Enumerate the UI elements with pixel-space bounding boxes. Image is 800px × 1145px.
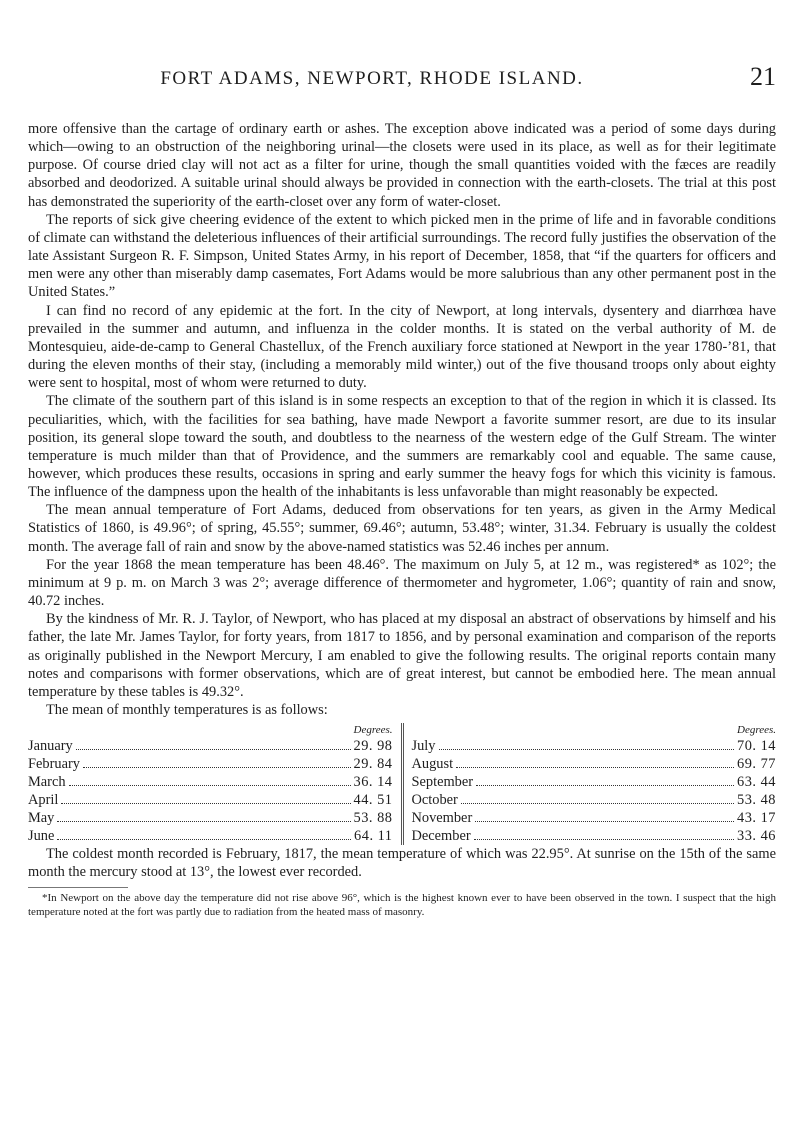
table-row [28, 755, 393, 773]
mean-temperature: 53. 48 [737, 792, 776, 809]
mean-temperature: 70. 14 [737, 738, 776, 755]
mean-temperature: 29. 84 [353, 756, 393, 773]
leader-dots [57, 839, 351, 840]
page-header [28, 62, 776, 106]
table-row [412, 809, 777, 827]
leader-dots [69, 785, 351, 786]
table-row [412, 737, 777, 755]
footnote [28, 892, 776, 920]
mean-temperature: 64. 11 [354, 828, 393, 845]
leader-dots [475, 821, 734, 822]
month-name: April [28, 792, 59, 809]
paragraph: The coldest month recorded is February, 1817, the mean temperature of which was 22.95°. At sunrise on the 15th of the same month the mercury stood at 13°, the lowest ever recorded. [28, 846, 776, 881]
paragraph: By the kindness of Mr. R. J. Taylor, of Newport, who has placed at my disposal an abstract of observations by himself and his father, the late Mr. James Taylor, for forty years, from 1817 to 1856, and by personal examination and comparison of the reports as originally published in the Newport Mercury, I am enabled to give the following results. The original reports contain many notes and comparisons with former observations, which are of great interest, but cannot be embodied here. The mean annual temperature by these tables is 49.32°. [28, 611, 776, 700]
leader-dots [83, 767, 351, 768]
table-row [28, 791, 393, 809]
leader-dots [76, 749, 351, 750]
table-row [28, 773, 393, 791]
monthly-temperature-table [28, 723, 776, 845]
table-row [412, 773, 777, 791]
leader-dots [456, 767, 734, 768]
mean-temperature: 63. 44 [737, 774, 776, 791]
paragraph: more offensive than the cartage of ordinary earth or ashes. The exception above indicated was a period of some days during which—owing to an obstruction of the neighboring urinal—the closets were used in its place, as well as for their legitimate purpose. Of course dried clay will not act as a filter for urine, though the small quantities voided with the fæces are readily absorbed and deodorized. A suitable urinal should always be provided in connection with the earth-closets. The trial at this post has demonstrated the superiority of the earth-closet over any form of water-closet. [28, 121, 776, 210]
mean-temperature: 36. 14 [353, 774, 393, 791]
month-name: July [411, 738, 436, 755]
mean-temperature: 53. 88 [353, 810, 393, 827]
month-name: February [28, 756, 80, 773]
paragraph: The reports of sick give cheering evidence of the extent to which picked men in the prime of life and in favorable conditions of climate can withstand the deleterious influences of their artificial surroundings. The record fully justifies the observation of the late Assistant Surgeon R. F. Simpson, United States Army, in his report of December, 1858, that “if the quarters for officers and men were any other than miserably damp casemates, Fort Adams would be more salubrious than any other permanent post in the United States.” [28, 211, 776, 301]
month-name: September [411, 774, 474, 791]
paragraph: The mean annual temperature of Fort Adams, deduced from observations for ten years, as given in the Army Medical Statistics of 1860, is 49.96°; of spring, 45.55°; summer, 69.46°; autumn, 53.48°; winter, 31.34. February is usually the coldest month. The average fall of rain and snow by the above-named statistics was 52.46 inches per annum. [28, 502, 776, 555]
running-title: FORT ADAMS, NEWPORT, RHODE ISLAND. [160, 68, 584, 89]
mean-temperature: 43. 17 [737, 810, 776, 827]
book-page [28, 0, 776, 920]
leader-dots [476, 785, 734, 786]
table-row [28, 809, 393, 827]
table-column-jul-dec [401, 723, 777, 845]
table-row [28, 737, 393, 755]
leader-dots [57, 821, 350, 822]
footnote-rule [28, 887, 128, 888]
mean-temperature: 33. 46 [737, 828, 776, 845]
footnote-text: *In Newport on the above day the temperature did not rise above 96°, which is the highest known ever to have been observed in the town. I suspect that the high temperature noted at the fort was partly due to radiation from the heated mass of masonry. [28, 892, 776, 919]
month-name: March [28, 774, 66, 791]
month-name: August [411, 756, 454, 773]
leader-dots [461, 803, 734, 804]
mean-temperature: 29. 98 [353, 738, 393, 755]
table-row [412, 827, 777, 845]
month-name: November [411, 810, 473, 827]
month-name: October [411, 792, 458, 809]
column-unit-header: Degrees. [737, 724, 776, 737]
table-row [412, 755, 777, 773]
month-name: June [28, 828, 55, 845]
mean-temperature: 44. 51 [353, 792, 393, 809]
month-name: May [28, 810, 55, 827]
month-name: January [28, 738, 73, 755]
paragraph: The climate of the southern part of this island is in some respects an exception to that of the region in which it is classed. Its peculiarities, which, with the facilities for sea bathing, have made Newport a favorite summer resort, are due to its insular position, its general slope toward the south, and doubtless to the nearness of the western edge of the Gulf Stream. The winter temperature is much milder than that of Providence, and the summers are remarkably cool and equable. The same cause, however, which produces these results, occasions in spring and early summer the heavy fogs for which this vicinity is famous. The influence of the dampness upon the health of the inhabitants is less unfavorable than might reasonably be expected. [28, 393, 776, 501]
leader-dots [61, 803, 350, 804]
paragraph: I can find no record of any epidemic at the fort. In the city of Newport, at long intervals, dysentery and diarrhœa have prevailed in the summer and autumn, and influenza in the colder months. It is stated on the verbal authority of M. de Montesquieu, aide-de-camp to General Chastellux, of the French auxiliary force stationed at Newport in the year 1780-’81, that during the eleven months of their stay, (including a memorably mild winter,) out of the five thousand troops only about eighty were sent to hospital, most of whom were returned to duty. [28, 302, 776, 392]
mean-temperature: 69. 77 [737, 756, 776, 773]
column-unit-header: Degrees. [353, 724, 393, 737]
paragraph: For the year 1868 the mean temperature has been 48.46°. The maximum on July 5, at 12 m., was registered* as 102°; the minimum at 9 p. m. on March 3 was 2°; average difference of thermometer and hygrometer, 1.06°; quantity of rain and snow, 40.72 inches. [28, 556, 776, 610]
paragraph: The mean of monthly temperatures is as follows: [46, 702, 328, 718]
table-column-jan-jun [28, 723, 401, 845]
leader-dots [439, 749, 735, 750]
month-name: December [411, 828, 471, 845]
page-number: 21 [750, 62, 776, 91]
table-row [412, 791, 777, 809]
leader-dots [474, 839, 734, 840]
body-text [28, 120, 776, 881]
table-row [28, 827, 393, 845]
